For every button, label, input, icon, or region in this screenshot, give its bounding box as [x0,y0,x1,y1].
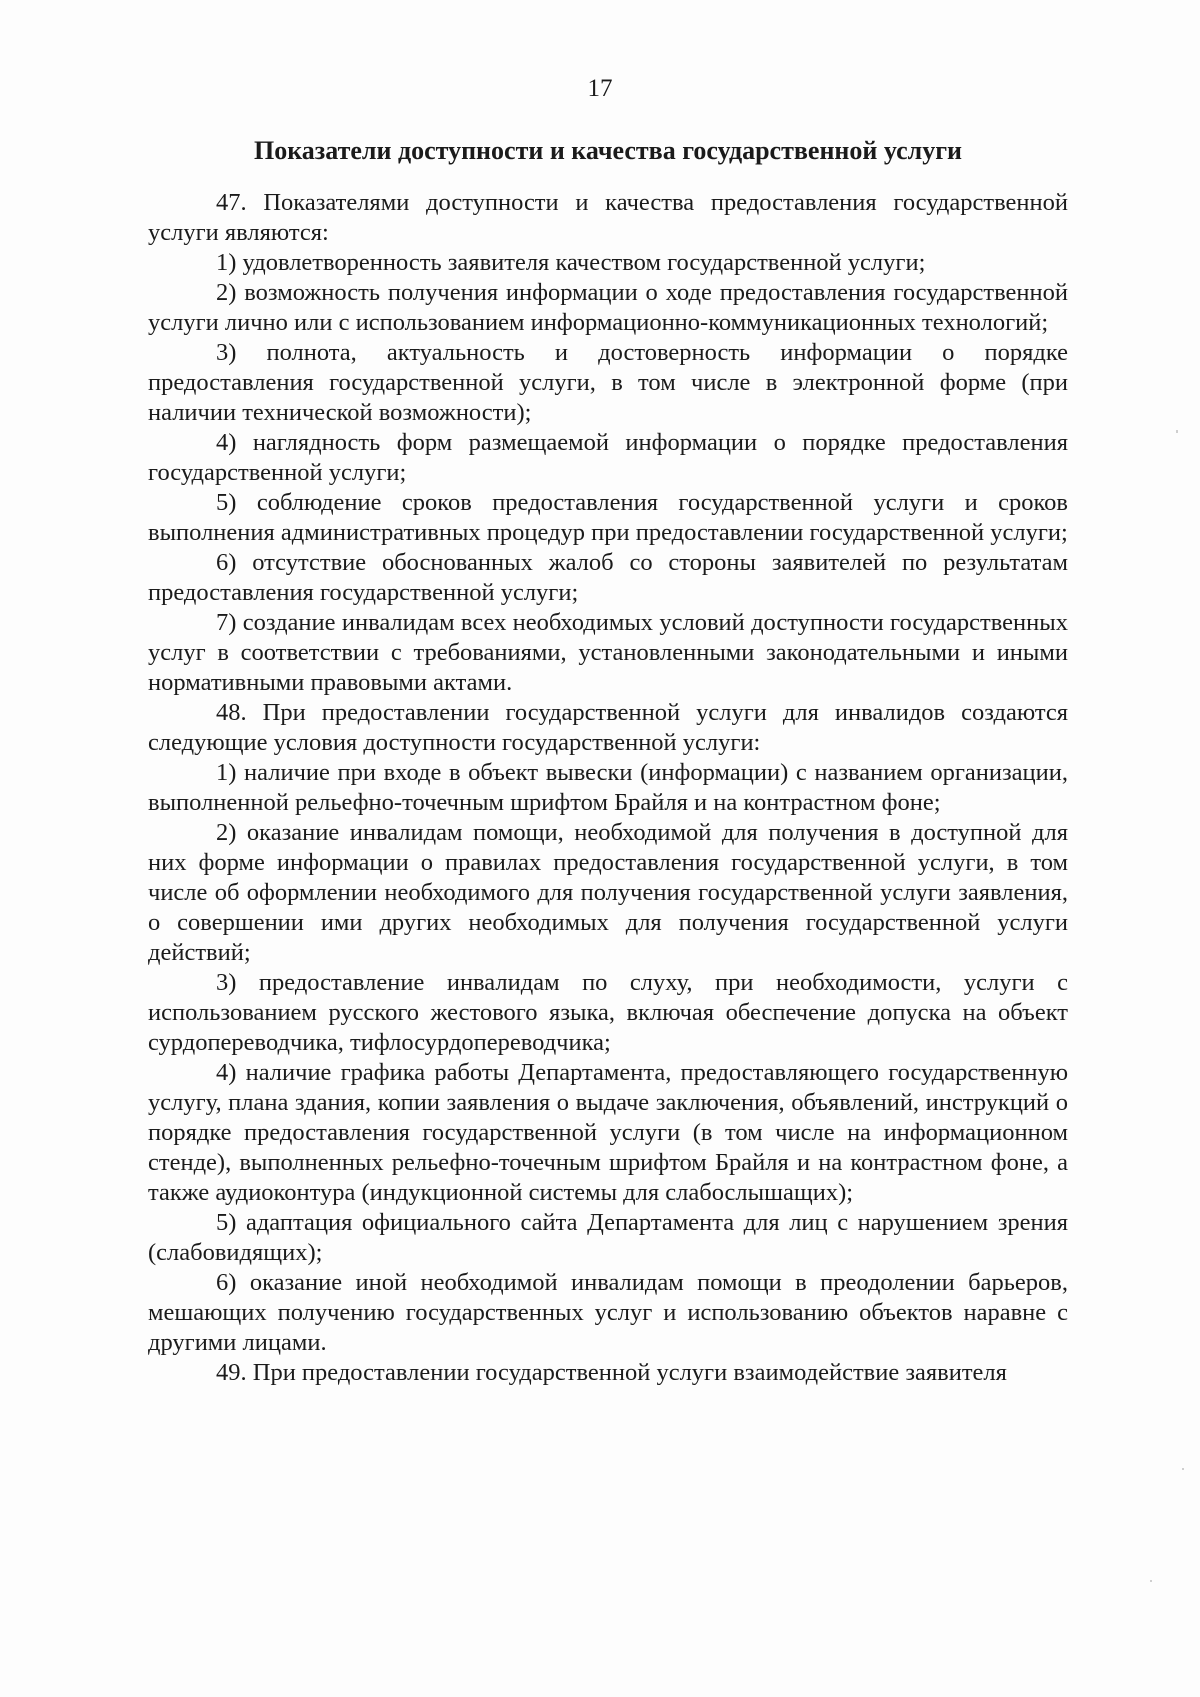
paragraph-48-intro: 48. При предоставлении государственной услуги для инвалидов создаются следующие условия доступности государственной услуги: [148,699,1068,756]
paragraph-47-intro: 47. Показателями доступности и качества предоставления государственной услуги являются: [148,189,1068,246]
paragraph-48-item-3: 3) предоставление инвалидам по слуху, при необходимости, услуги с использованием русского жестового языка, включая обеспечение допуска на объект сурдопереводчика, тифлосурдопереводчика; [148,969,1068,1056]
paragraph-48-item-5: 5) адаптация официального сайта Департамента для лиц с нарушением зрения (слабовидящих); [148,1209,1068,1266]
scan-artifact [1182,1468,1184,1470]
paragraph-48-item-2: 2) оказание инвалидам помощи, необходимой для получения в доступной для них форме информации о правилах предоставления государственной услуги, в том числе об оформлении необходимого для получения государственной услуги заявления, о совершении ими других необходимых для получения государственной услуги действий; [148,819,1068,966]
paragraph-47-item-5: 5) соблюдение сроков предоставления государственной услуги и сроков выполнения административных процедур при предоставлении государственной услуги; [148,489,1068,546]
paragraph-47-item-1: 1) удовлетворенность заявителя качеством государственной услуги; [216,249,926,276]
page-number: 17 [587,75,613,102]
paragraph-48-item-4: 4) наличие графика работы Департамента, предоставляющего государственную услугу, плана здания, копии заявления о выдаче заключения, объявлений, инструкций о порядке предоставления государственной услуги (в том числе на информационном стенде), выполненных рельефно-точечным шрифтом Брайля и на контрастном фоне, а также аудиоконтура (индукционной системы для слабослышащих); [148,1059,1068,1206]
paragraph-47-item-6: 6) отсутствие обоснованных жалоб со стороны заявителей по результатам предоставления государственной услуги; [148,549,1068,606]
scan-artifact [1150,1580,1152,1582]
paragraph-49-start: 49. При предоставлении государственной услуги взаимодействие заявителя [216,1359,1007,1386]
paragraph-47-item-2: 2) возможность получения информации о ходе предоставления государственной услуги лично или с использованием информационно-коммуникационных технологий; [148,279,1068,336]
paragraph-48-item-1: 1) наличие при входе в объект вывески (информации) с названием организации, выполненной рельефно-точечным шрифтом Брайля и на контрастном фоне; [148,759,1068,816]
scan-artifact [1176,430,1178,433]
document-body [148,188,1068,1388]
paragraph-48-item-6: 6) оказание иной необходимой инвалидам помощи в преодолении барьеров, мешающих получению государственных услуг и использованию объектов наравне с другими лицами. [148,1269,1068,1356]
paragraph-47-item-4: 4) наглядность форм размещаемой информации о порядке предоставления государственной услуги; [148,429,1068,486]
paragraph-47-item-7: 7) создание инвалидам всех необходимых условий доступности государственных услуг в соответствии с требованиями, установленными законодательными и иными нормативными правовыми актами. [148,609,1068,696]
paragraph-47-item-3: 3) полнота, актуальность и достоверность информации о порядке предоставления государственной услуги, в том числе в электронной форме (при наличии технической возможности); [148,339,1068,426]
section-heading: Показатели доступности и качества государственной услуги [253,136,963,165]
